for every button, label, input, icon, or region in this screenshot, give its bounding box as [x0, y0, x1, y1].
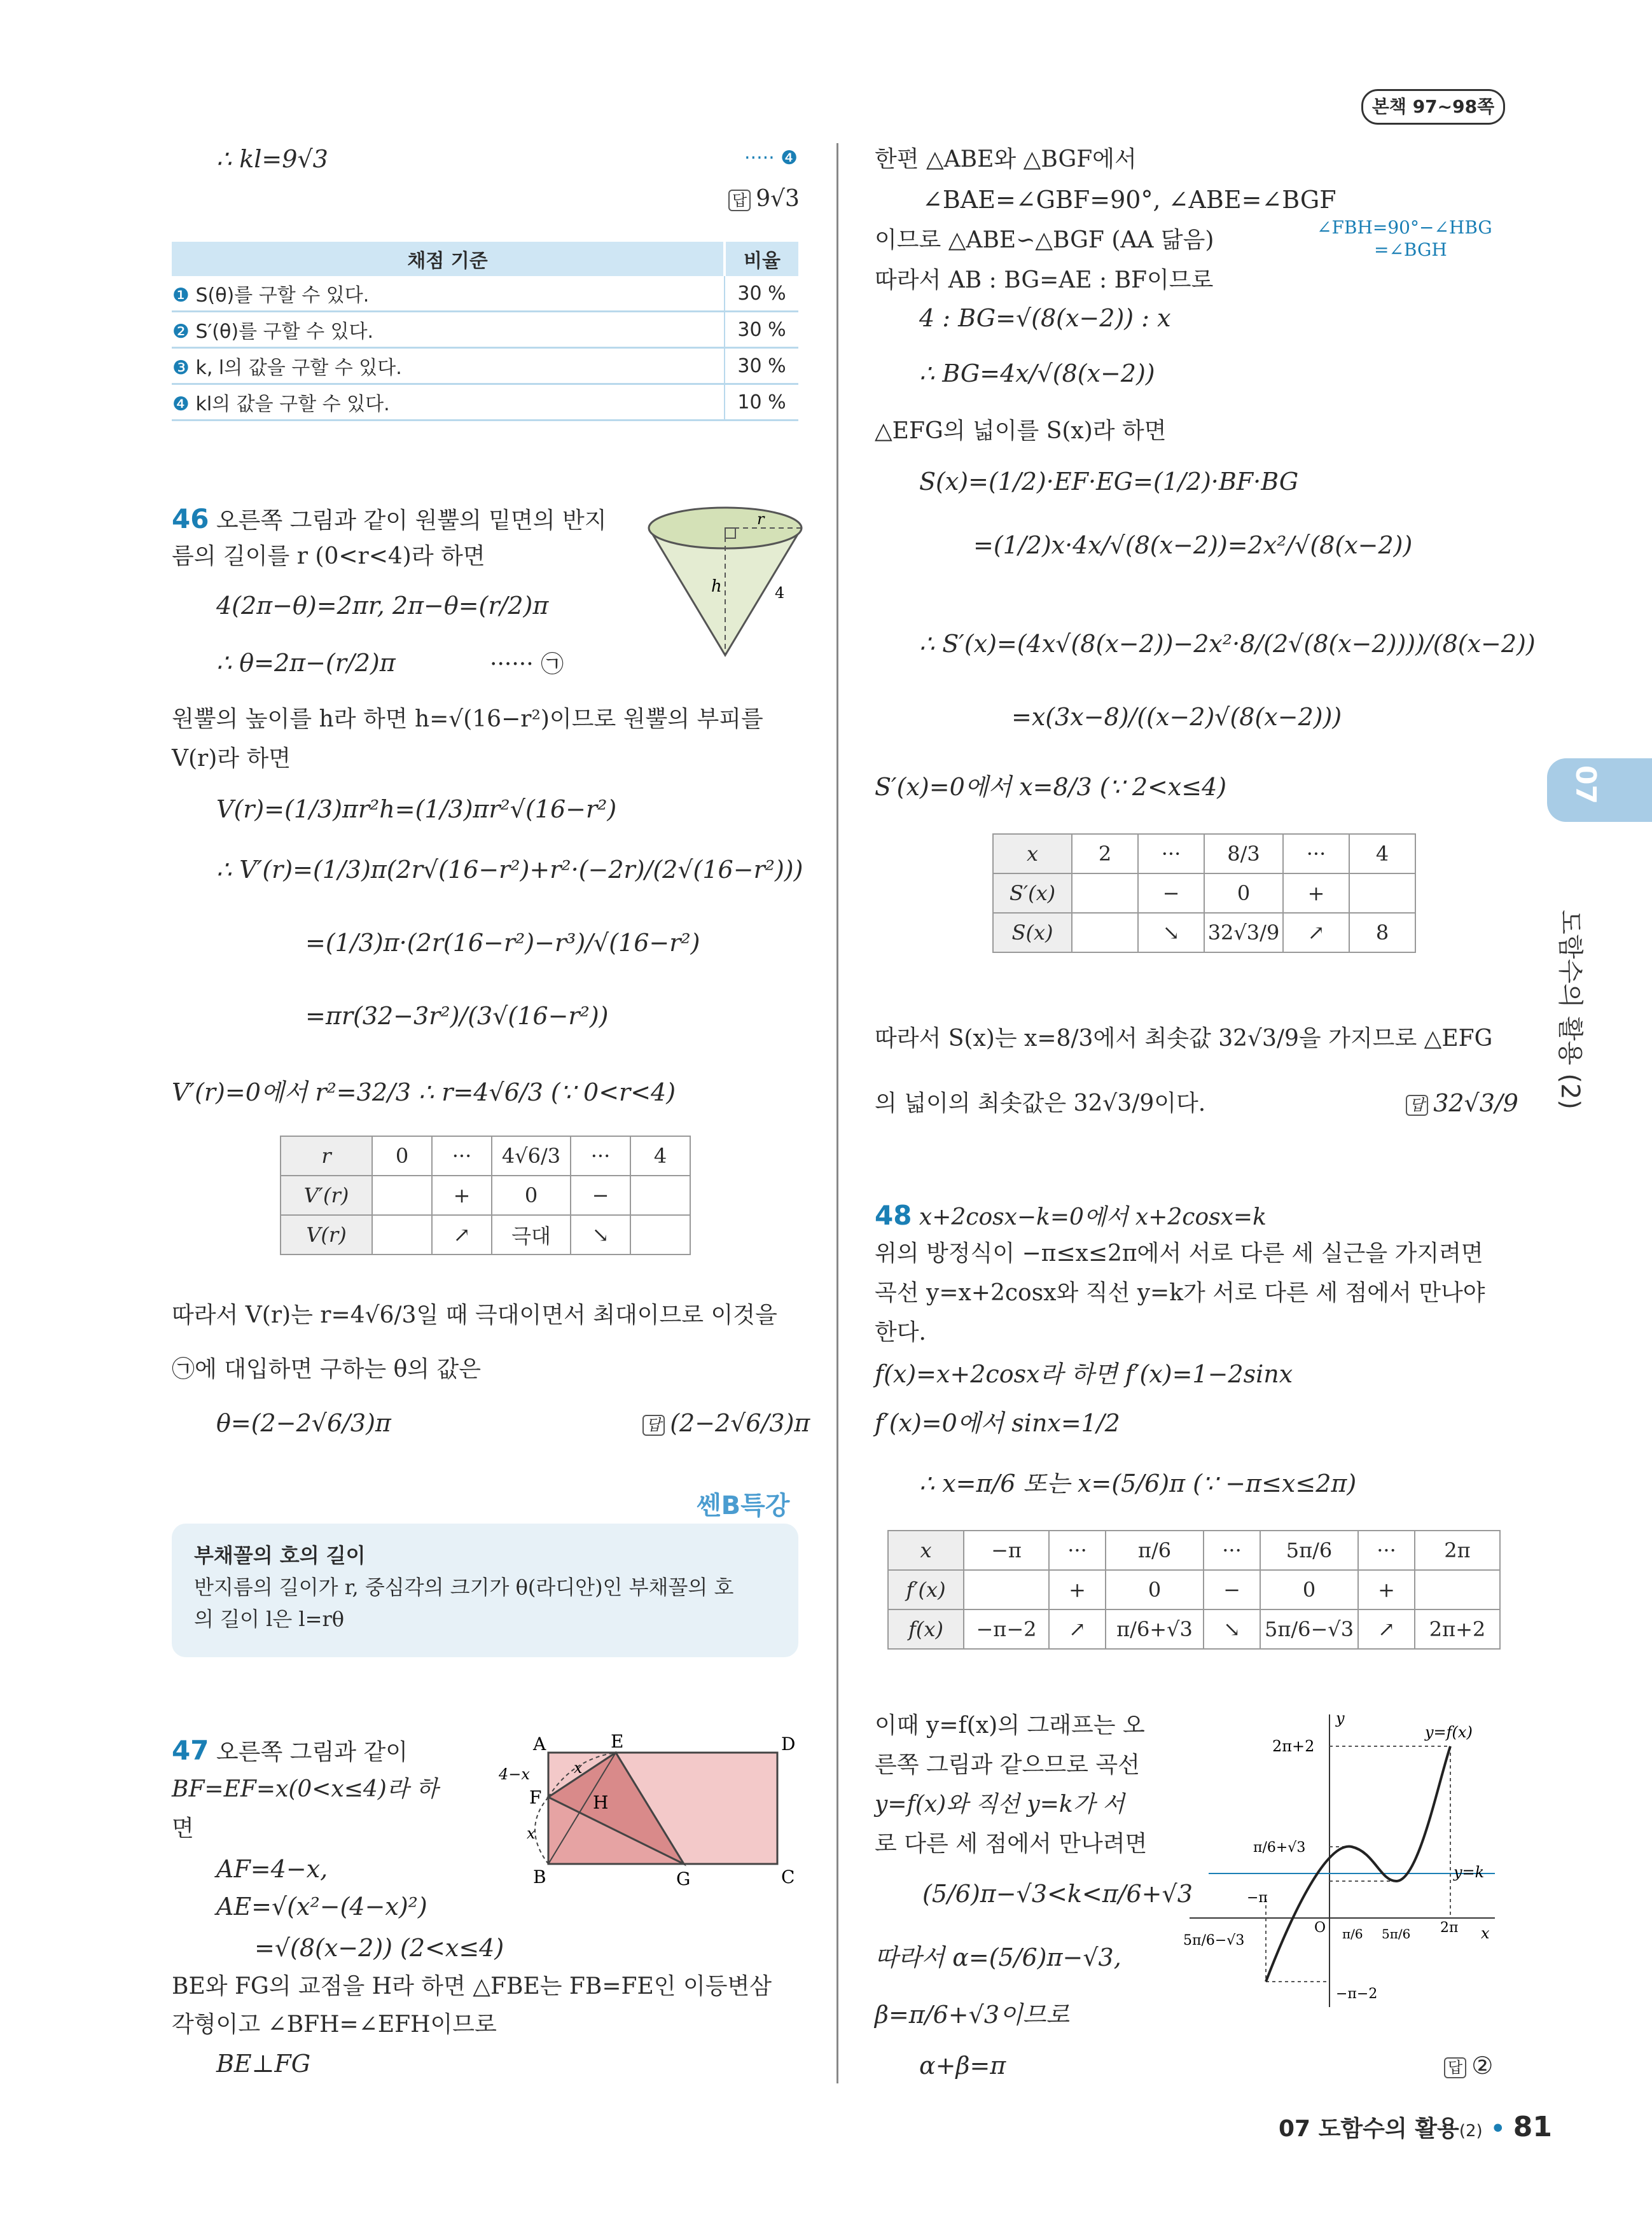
p47-line4: AF=4−x,	[216, 1855, 328, 1883]
r47-line6: ∴ BG=4x/√(8(x−2))	[919, 359, 1155, 387]
f-cell: ↗	[1049, 1609, 1106, 1649]
p46-line14: θ=(2−2√6/3)π	[216, 1409, 391, 1437]
p46-answer-value: (2−2√6/3)π	[670, 1409, 810, 1437]
p46-line10: =πr(32−3r²)/(3√(16−r²))	[305, 1002, 609, 1030]
p46-line2: 름의 길이를 r (0<r<4)라 하면	[172, 543, 485, 569]
graph-label-yk: y=k	[1454, 1863, 1485, 1881]
label-H: H	[593, 1792, 609, 1813]
f-cell: 0	[1106, 1570, 1204, 1609]
grading-pct: 30 %	[725, 348, 798, 384]
f-cell: −	[1204, 1570, 1260, 1609]
problem-number-48: 48	[875, 1200, 912, 1231]
cone-figure	[642, 503, 808, 662]
v-cell: ↗	[432, 1215, 492, 1255]
grading-header-ratio: 비율	[725, 242, 798, 276]
v-table-row	[281, 1215, 690, 1255]
tip-brand: 쎈B특강	[697, 1491, 790, 1520]
p48-line15: α+β=π	[919, 2052, 1006, 2080]
s-table-row	[993, 913, 1415, 952]
grading-row	[172, 312, 798, 348]
f-table-row	[888, 1570, 1500, 1609]
f-cell: ···	[1358, 1531, 1415, 1570]
v-cell: ···	[571, 1136, 630, 1176]
grading-row	[172, 276, 798, 312]
s-cell	[1072, 873, 1138, 913]
graph-label-min: 5π/6−√3	[1183, 1933, 1245, 1949]
grading-num: ❶	[172, 284, 190, 307]
s-cell: ↗	[1283, 913, 1349, 952]
p48-line12: (5/6)π−√3<k<π/6+√3	[922, 1880, 1193, 1908]
v-cell: 0	[492, 1176, 571, 1215]
f-cell: 0	[1260, 1570, 1358, 1609]
r47-line11: =x(3x−8)/((x−2)√(8(x−2)))	[1011, 703, 1342, 731]
graph-label-O: O	[1314, 1920, 1326, 1936]
f-cell: x	[888, 1531, 964, 1570]
p47-line7: BE와 FG의 교점을 H라 하면 △FBE는 FB=FE인 이등변삼	[172, 1973, 772, 1999]
f-cell: f′(x)	[888, 1570, 964, 1609]
r47-line4: 따라서 AB : BG=AE : BF이므로	[875, 267, 1214, 293]
answer-icon: 답	[1406, 1095, 1428, 1116]
top-step-marker: ····· ❹	[744, 147, 798, 169]
f-cell: +	[1358, 1570, 1415, 1609]
page-range-badge: 본책 97~98쪽	[1361, 89, 1505, 125]
footer	[1279, 2111, 1552, 2143]
s-cell: −	[1138, 873, 1204, 913]
f-table-row	[888, 1609, 1500, 1649]
grading-header-row	[172, 242, 798, 276]
p48-line2: 위의 방정식이 −π≤x≤2π에서 서로 다른 세 실근을 가지려면	[875, 1241, 1483, 1267]
label-side: 4−x	[499, 1765, 530, 1783]
s-cell: 0	[1204, 873, 1283, 913]
v-cell: ···	[432, 1136, 492, 1176]
v-table-row	[281, 1136, 690, 1176]
label-F: F	[529, 1787, 542, 1808]
p46-answer	[642, 1409, 810, 1438]
graph-label-bottom: −π−2	[1336, 1986, 1378, 2002]
r47-line12: S′(x)=0에서 x=8/3 (∵ 2<x≤4)	[875, 773, 1227, 801]
grading-num: ❹	[172, 393, 190, 415]
label-D: D	[781, 1734, 795, 1755]
label-x2: x	[574, 1759, 583, 1777]
label-E: E	[611, 1734, 624, 1752]
s-table-row	[993, 834, 1415, 873]
f-cell: π/6+√3	[1106, 1609, 1204, 1649]
p47-line1-text: 오른쪽 그림과 같이	[216, 1739, 408, 1765]
f-cell: ↘	[1204, 1609, 1260, 1649]
f-cell	[1415, 1570, 1500, 1609]
v-table	[280, 1136, 691, 1255]
v-cell: V(r)	[281, 1215, 372, 1255]
p46-line3: 4(2π−θ)=2πr, 2π−θ=(r/2)π	[216, 592, 549, 620]
v-cell	[630, 1176, 690, 1215]
p47-line9: BE⊥FG	[216, 2050, 311, 2078]
p46-line11: V′(r)=0에서 r²=32/3 ∴ r=4√6/3 (∵ 0<r<4)	[172, 1078, 676, 1106]
r47-line3: 이므로 △ABE∽△BGF (AA 닮음)	[875, 227, 1214, 253]
cone-label-h: h	[711, 577, 722, 596]
p48-line10: y=f(x)와 직선 y=k가 서	[875, 1791, 1125, 1817]
grading-text: k, l의 값을 구할 수 있다.	[195, 357, 402, 379]
p47-line3: 면	[172, 1816, 194, 1842]
graph-label-fx: y=f(x)	[1425, 1723, 1473, 1741]
v-cell: V′(r)	[281, 1176, 372, 1215]
p48-line1	[875, 1199, 1267, 1233]
f-cell: 5π/6−√3	[1260, 1609, 1358, 1649]
side-tab-title: 도함수의 활용 (2)	[1555, 910, 1585, 1109]
p48-line9: 른쪽 그림과 같으므로 곡선	[875, 1752, 1140, 1778]
grading-table	[172, 242, 798, 421]
s-cell: 2	[1072, 834, 1138, 873]
p48-line8: 이때 y=f(x)의 그래프는 오	[875, 1713, 1145, 1739]
s-cell: +	[1283, 873, 1349, 913]
answer-icon: 답	[728, 190, 751, 211]
cone-label-r: r	[757, 510, 765, 528]
label-x1: x	[527, 1824, 536, 1842]
f-table-row	[888, 1531, 1500, 1570]
f-cell: −π	[964, 1531, 1049, 1570]
p47-line5: AE=√(x²−(4−x)²)	[216, 1893, 427, 1921]
f-table	[887, 1530, 1501, 1650]
p48-line14: β=π/6+√3이므로	[875, 2001, 1070, 2029]
s-cell	[1072, 913, 1138, 952]
s-cell: ···	[1138, 834, 1204, 873]
tip-title: 부채꼴의 호의 길이	[194, 1543, 366, 1567]
r47-line7: △EFG의 넓이를 S(x)라 하면	[875, 418, 1167, 444]
f-cell	[964, 1570, 1049, 1609]
p46-line8: ∴ V′(r)=(1/3)π(2r√(16−r²)+r²·(−2r)/(2√(16−r²)))	[216, 856, 803, 884]
p46-line5: 원뿔의 높이를 h라 하면 h=√(16−r²)이므로 원뿔의 부피를	[172, 706, 763, 732]
r47-line8: S(x)=(1/2)·EF·EG=(1/2)·BF·BG	[919, 468, 1299, 496]
p48-line5: f(x)=x+2cosx라 하면 f′(x)=1−2sinx	[875, 1360, 1293, 1388]
s-cell: 4	[1349, 834, 1415, 873]
grading-text: S′(θ)를 구할 수 있다.	[195, 321, 374, 343]
top-answer	[728, 184, 800, 213]
p47-line2: BF=EF=x(0<x≤4)라 하	[172, 1776, 438, 1802]
side-tab-number: 07	[1569, 765, 1602, 805]
s-cell	[1349, 873, 1415, 913]
top-answer-value: 9√3	[756, 186, 800, 212]
p46-line6: V(r)라 하면	[172, 746, 291, 772]
v-cell: r	[281, 1136, 372, 1176]
label-A: A	[533, 1734, 546, 1755]
f-cell: +	[1049, 1570, 1106, 1609]
label-B: B	[533, 1866, 546, 1887]
s-cell: S′(x)	[993, 873, 1072, 913]
r47-line14: 의 넓이의 최솟값은 32√3/9이다.	[875, 1090, 1206, 1116]
r47-line10: ∴ S′(x)=(4x√(8(x−2))−2x²·8/(2√(8(x−2))))/(8(x−2))	[919, 630, 1536, 658]
p48-line1-text: x+2cosx−k=0에서 x+2cosx=k	[919, 1204, 1267, 1230]
p46-line4-mark: ······ ㉠	[490, 651, 564, 678]
p46-line1	[172, 503, 607, 536]
r47-note2: =∠BGH	[1374, 239, 1447, 260]
column-divider	[836, 143, 838, 2083]
label-C: C	[781, 1866, 795, 1887]
grading-num: ❸	[172, 357, 190, 379]
grading-text: kl의 값을 구할 수 있다.	[195, 393, 390, 415]
f-cell: f(x)	[888, 1609, 964, 1649]
r47-line5: 4 : BG=√(8(x−2)) : x	[919, 304, 1171, 332]
v-cell: ↘	[571, 1215, 630, 1255]
r47-line13: 따라서 S(x)는 x=8/3에서 최솟값 32√3/9을 가지므로 △EFG	[875, 1025, 1493, 1052]
p46-line9: =(1/3)π·(2r(16−r²)−r³)/√(16−r²)	[305, 929, 700, 957]
cone-label-4: 4	[775, 584, 785, 602]
s-cell: ↘	[1138, 913, 1204, 952]
footer-chapter: 07 도함수의 활용	[1279, 2116, 1459, 2142]
problem-number-47: 47	[172, 1735, 209, 1766]
p47-line8: 각형이고 ∠BFH=∠EFH이므로	[172, 2012, 497, 2038]
p46-line1-text: 오른쪽 그림과 같이 원뿔의 밑면의 반지	[216, 508, 607, 534]
p47-line6: =√(8(x−2)) (2<x≤4)	[254, 1934, 504, 1962]
s-cell: 8/3	[1204, 834, 1283, 873]
problem-number-46: 46	[172, 503, 209, 534]
tip-line2: 의 길이 l은 l=rθ	[194, 1607, 345, 1631]
p46-line7: V(r)=(1/3)πr²h=(1/3)πr²√(16−r²)	[216, 795, 617, 823]
r47-note1: ∠FBH=90°−∠HBG	[1317, 217, 1492, 238]
v-cell: 0	[372, 1136, 432, 1176]
f-cell: ···	[1204, 1531, 1260, 1570]
r47-line2: ∠BAE=∠GBF=90°, ∠ABE=∠BGF	[922, 186, 1336, 214]
f-cell: 5π/6	[1260, 1531, 1358, 1570]
graph-label-max: π/6+√3	[1253, 1840, 1306, 1856]
grading-text: S(θ)를 구할 수 있다.	[195, 284, 370, 307]
graph-label-y: y	[1336, 1709, 1345, 1727]
grading-header-criteria: 채점 기준	[172, 242, 725, 276]
p48-line7: ∴ x=π/6 또는 x=(5/6)π (∵ −π≤x≤2π)	[919, 1470, 1357, 1498]
p48-line13: 따라서 α=(5/6)π−√3,	[875, 1943, 1121, 1971]
grading-pct: 30 %	[725, 312, 798, 348]
chapter-side-tab	[1547, 758, 1652, 822]
v-cell: −	[571, 1176, 630, 1215]
rectangle-fold-figure	[496, 1734, 795, 1899]
grading-pct: 10 %	[725, 384, 798, 420]
r47-line9: =(1/2)x·4x/√(8(x−2))=2x²/√(8(x−2))	[973, 531, 1413, 559]
s-cell: 32√3/9	[1204, 913, 1283, 952]
p48-line6: f′(x)=0에서 sinx=1/2	[875, 1409, 1120, 1437]
v-cell	[372, 1215, 432, 1255]
p48-answer-value: ②	[1471, 2052, 1494, 2080]
footer-page-number: 81	[1513, 2111, 1553, 2143]
answer-icon: 답	[642, 1415, 665, 1436]
p48-answer	[1444, 2052, 1493, 2081]
v-table-row	[281, 1176, 690, 1215]
grading-row	[172, 384, 798, 420]
p48-line3: 곡선 y=x+2cosx와 직선 y=k가 서로 다른 세 점에서 만나야	[875, 1280, 1485, 1306]
p48-line4: 한다.	[875, 1319, 926, 1345]
label-G: G	[676, 1868, 691, 1889]
grading-pct: 30 %	[725, 276, 798, 312]
graph-label-x: x	[1481, 1924, 1490, 1942]
answer-icon: 답	[1444, 2057, 1466, 2078]
graph-label-5pi6: 5π/6	[1382, 1926, 1411, 1942]
tip-line1: 반지름의 길이가 r, 중심각의 크기가 θ(라디안)인 부채꼴의 호	[194, 1575, 734, 1599]
r47-answer	[1406, 1089, 1518, 1118]
grading-row	[172, 348, 798, 384]
p46-line13: ㉠에 대입하면 구하는 θ의 값은	[172, 1356, 481, 1382]
curve-fx	[1266, 1746, 1450, 1982]
s-table-row	[993, 873, 1415, 913]
v-cell	[630, 1215, 690, 1255]
v-cell	[372, 1176, 432, 1215]
v-cell: 4√6/3	[492, 1136, 571, 1176]
footer-dot: •	[1490, 2116, 1506, 2142]
graph-label-top: 2π+2	[1272, 1737, 1315, 1755]
v-cell: 극대	[492, 1215, 571, 1255]
top-result-line: ∴ kl=9√3	[216, 145, 328, 173]
grading-num: ❷	[172, 321, 190, 343]
f-cell: 2π	[1415, 1531, 1500, 1570]
p48-line11: 로 다른 세 점에서 만나려면	[875, 1831, 1148, 1857]
s-table	[992, 833, 1416, 953]
graph-label-pi6: π/6	[1342, 1926, 1363, 1942]
f-cell: −π−2	[964, 1609, 1049, 1649]
fx-graph	[1183, 1708, 1501, 2013]
v-cell: +	[432, 1176, 492, 1215]
f-cell: π/6	[1106, 1531, 1204, 1570]
r47-answer-value: 32√3/9	[1433, 1089, 1518, 1117]
p47-line1	[172, 1734, 408, 1768]
s-cell: ···	[1283, 834, 1349, 873]
f-cell: 2π+2	[1415, 1609, 1500, 1649]
graph-label-negpi: −π	[1247, 1890, 1268, 1906]
r47-line1: 한편 △ABE와 △BGF에서	[875, 146, 1137, 172]
f-cell: ···	[1049, 1531, 1106, 1570]
s-cell: 8	[1349, 913, 1415, 952]
f-cell: ↗	[1358, 1609, 1415, 1649]
v-cell: 4	[630, 1136, 690, 1176]
p46-line4: ∴ θ=2π−(r/2)π	[216, 649, 396, 677]
footer-chapter-part: (2)	[1459, 2122, 1483, 2141]
s-cell: x	[993, 834, 1072, 873]
p46-line12: 따라서 V(r)는 r=4√6/3일 때 극대이면서 최대이므로 이것을	[172, 1302, 777, 1328]
graph-label-2pi: 2π	[1440, 1920, 1459, 1936]
s-cell: S(x)	[993, 913, 1072, 952]
